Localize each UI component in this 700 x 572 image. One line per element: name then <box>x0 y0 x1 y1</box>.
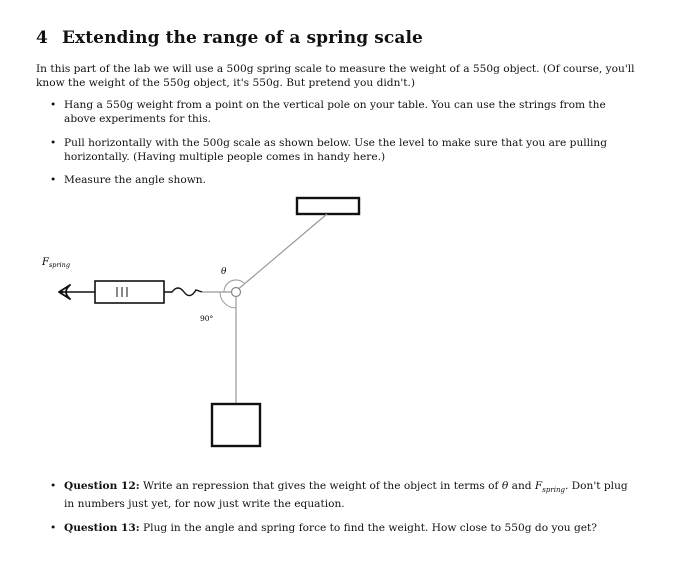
right-angle-label: 90° <box>200 314 214 323</box>
intro-paragraph: In this part of the lab we will use a 500g spring scale to measure the weight of a 550g object. (Of course, you'll know the weight of the 550g object, it's 550g. But pretend you didn't.) <box>36 63 635 89</box>
force-label-main: F <box>42 257 49 268</box>
scale-hook <box>164 288 202 296</box>
question-13-text: Plug in the angle and spring force to find the weight. How close to 550g do you get? <box>143 522 597 535</box>
theta-label: θ <box>221 267 227 277</box>
question-12-and: and <box>511 480 532 492</box>
question-13-label: Question 13: <box>64 522 140 535</box>
question-12-label: Question 12: <box>64 480 140 492</box>
force-label-sub: spring <box>48 261 70 269</box>
question-list <box>50 479 640 545</box>
bullet-icon: • <box>50 480 57 492</box>
bullet-icon: • <box>50 137 57 149</box>
list-item <box>50 479 640 511</box>
bullet-icon: • <box>50 174 57 186</box>
hanging-weight <box>212 404 260 446</box>
force-label <box>41 257 70 269</box>
section-number: 4 <box>36 28 48 48</box>
knot <box>232 288 241 297</box>
question-12-text-a: Write an repression that gives the weight of the object in terms of <box>143 480 499 492</box>
ceiling-support <box>297 198 359 214</box>
list-item <box>50 521 640 535</box>
f-subscript: spring <box>542 486 565 495</box>
question-12-text-b: . Don't plug in numbers just yet, for now just write the equation. <box>64 480 628 511</box>
f-symbol: F <box>534 480 543 492</box>
step-text: Hang a 550g weight from a point on the vertical pole on your table. You can use the strings from the above experiments for this. <box>64 99 606 125</box>
theta-symbol: θ <box>501 480 509 492</box>
step-text: Pull horizontally with the 500g scale as shown below. Use the level to make sure that you are pulling horizontally. (Having multiple people comes in handy here.) <box>64 137 608 163</box>
bullet-icon: • <box>50 99 57 111</box>
bullet-icon: • <box>50 522 57 535</box>
spring-scale-body <box>95 281 164 303</box>
diagonal-string <box>236 214 327 291</box>
step-text: Measure the angle shown. <box>64 174 206 186</box>
section-title: Extending the range of a spring scale <box>61 28 423 48</box>
